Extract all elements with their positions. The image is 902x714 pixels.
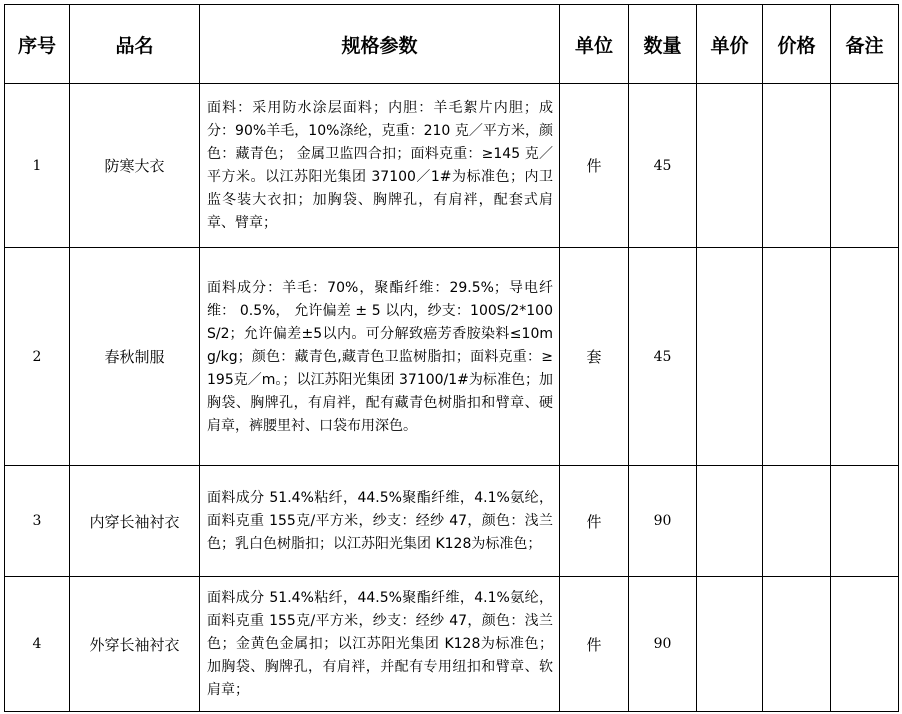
- cell-price: [763, 577, 831, 712]
- procurement-table: [4, 4, 899, 712]
- cell-unit-price: [697, 577, 763, 712]
- cell-index: 4: [5, 577, 70, 712]
- cell-unit: 套: [560, 248, 629, 466]
- cell-index: 1: [5, 84, 70, 248]
- cell-name: 防寒大衣: [70, 84, 200, 248]
- header-row: [5, 5, 899, 84]
- cell-qty: 90: [629, 577, 697, 712]
- cell-unit-price: [697, 466, 763, 577]
- cell-spec: 面料：采用防水涂层面料；内胆：羊毛絮片内胆；成分：90%羊毛，10%涤纶，克重：210 克／平方米，颜色：藏青色； 金属卫监四合扣；面料克重：≥145 克／平方米。以江苏阳光集团 37100／1#为标准色；内卫监冬装大衣扣；加胸袋、胸牌孔，有肩袢，配套式肩章、臂章；: [200, 84, 560, 248]
- cell-unit: 件: [560, 577, 629, 712]
- cell-qty: 45: [629, 248, 697, 466]
- header-index: 序号: [5, 5, 70, 84]
- header-unit-price: 单价: [697, 5, 763, 84]
- table-row: [5, 466, 899, 577]
- cell-spec: 面料成分 51.4%粘纤，44.5%聚酯纤维，4.1%氨纶，面料克重 155克/平方米，纱支：经纱 47，颜色：浅兰色；金黄色金属扣；以江苏阳光集团 K128为标准色；加胸袋、胸牌孔，有肩袢，并配有专用纽扣和臂章、软肩章；: [200, 577, 560, 712]
- cell-name: 外穿长袖衬衣: [70, 577, 200, 712]
- header-spec: 规格参数: [200, 5, 560, 84]
- cell-name: 春秋制服: [70, 248, 200, 466]
- cell-remark: [831, 466, 899, 577]
- cell-unit: 件: [560, 466, 629, 577]
- cell-unit-price: [697, 84, 763, 248]
- cell-spec: 面料成分：羊毛：70%，聚酯纤维：29.5%；导电纤维： 0.5%， 允许偏差 ± 5 以内，纱支：100S/2*100S/2；允许偏差±5以内。可分解致癌芳香胺染料≤10mg/kg；颜色：藏青色,藏青色卫监树脂扣；面料克重：≥195克／m。；以江苏阳光集团 37100/1#为标准色；加胸袋、胸牌孔，有肩袢，配有藏青色树脂扣和臂章、硬肩章，裤腰里衬、口袋布用深色。: [200, 248, 560, 466]
- header-remark: 备注: [831, 5, 899, 84]
- header-price: 价格: [763, 5, 831, 84]
- cell-remark: [831, 577, 899, 712]
- header-unit: 单位: [560, 5, 629, 84]
- cell-index: 3: [5, 466, 70, 577]
- cell-unit-price: [697, 248, 763, 466]
- cell-index: 2: [5, 248, 70, 466]
- header-qty: 数量: [629, 5, 697, 84]
- table-row: [5, 577, 899, 712]
- cell-remark: [831, 248, 899, 466]
- cell-name: 内穿长袖衬衣: [70, 466, 200, 577]
- cell-spec: 面料成分 51.4%粘纤，44.5%聚酯纤维，4.1%氨纶，面料克重 155克/平方米，纱支：经纱 47，颜色：浅兰色；乳白色树脂扣；以江苏阳光集团 K128为标准色；: [200, 466, 560, 577]
- cell-qty: 90: [629, 466, 697, 577]
- table-row: [5, 248, 899, 466]
- cell-remark: [831, 84, 899, 248]
- cell-unit: 件: [560, 84, 629, 248]
- cell-price: [763, 466, 831, 577]
- table-row: [5, 84, 899, 248]
- cell-price: [763, 248, 831, 466]
- cell-price: [763, 84, 831, 248]
- cell-qty: 45: [629, 84, 697, 248]
- header-name: 品名: [70, 5, 200, 84]
